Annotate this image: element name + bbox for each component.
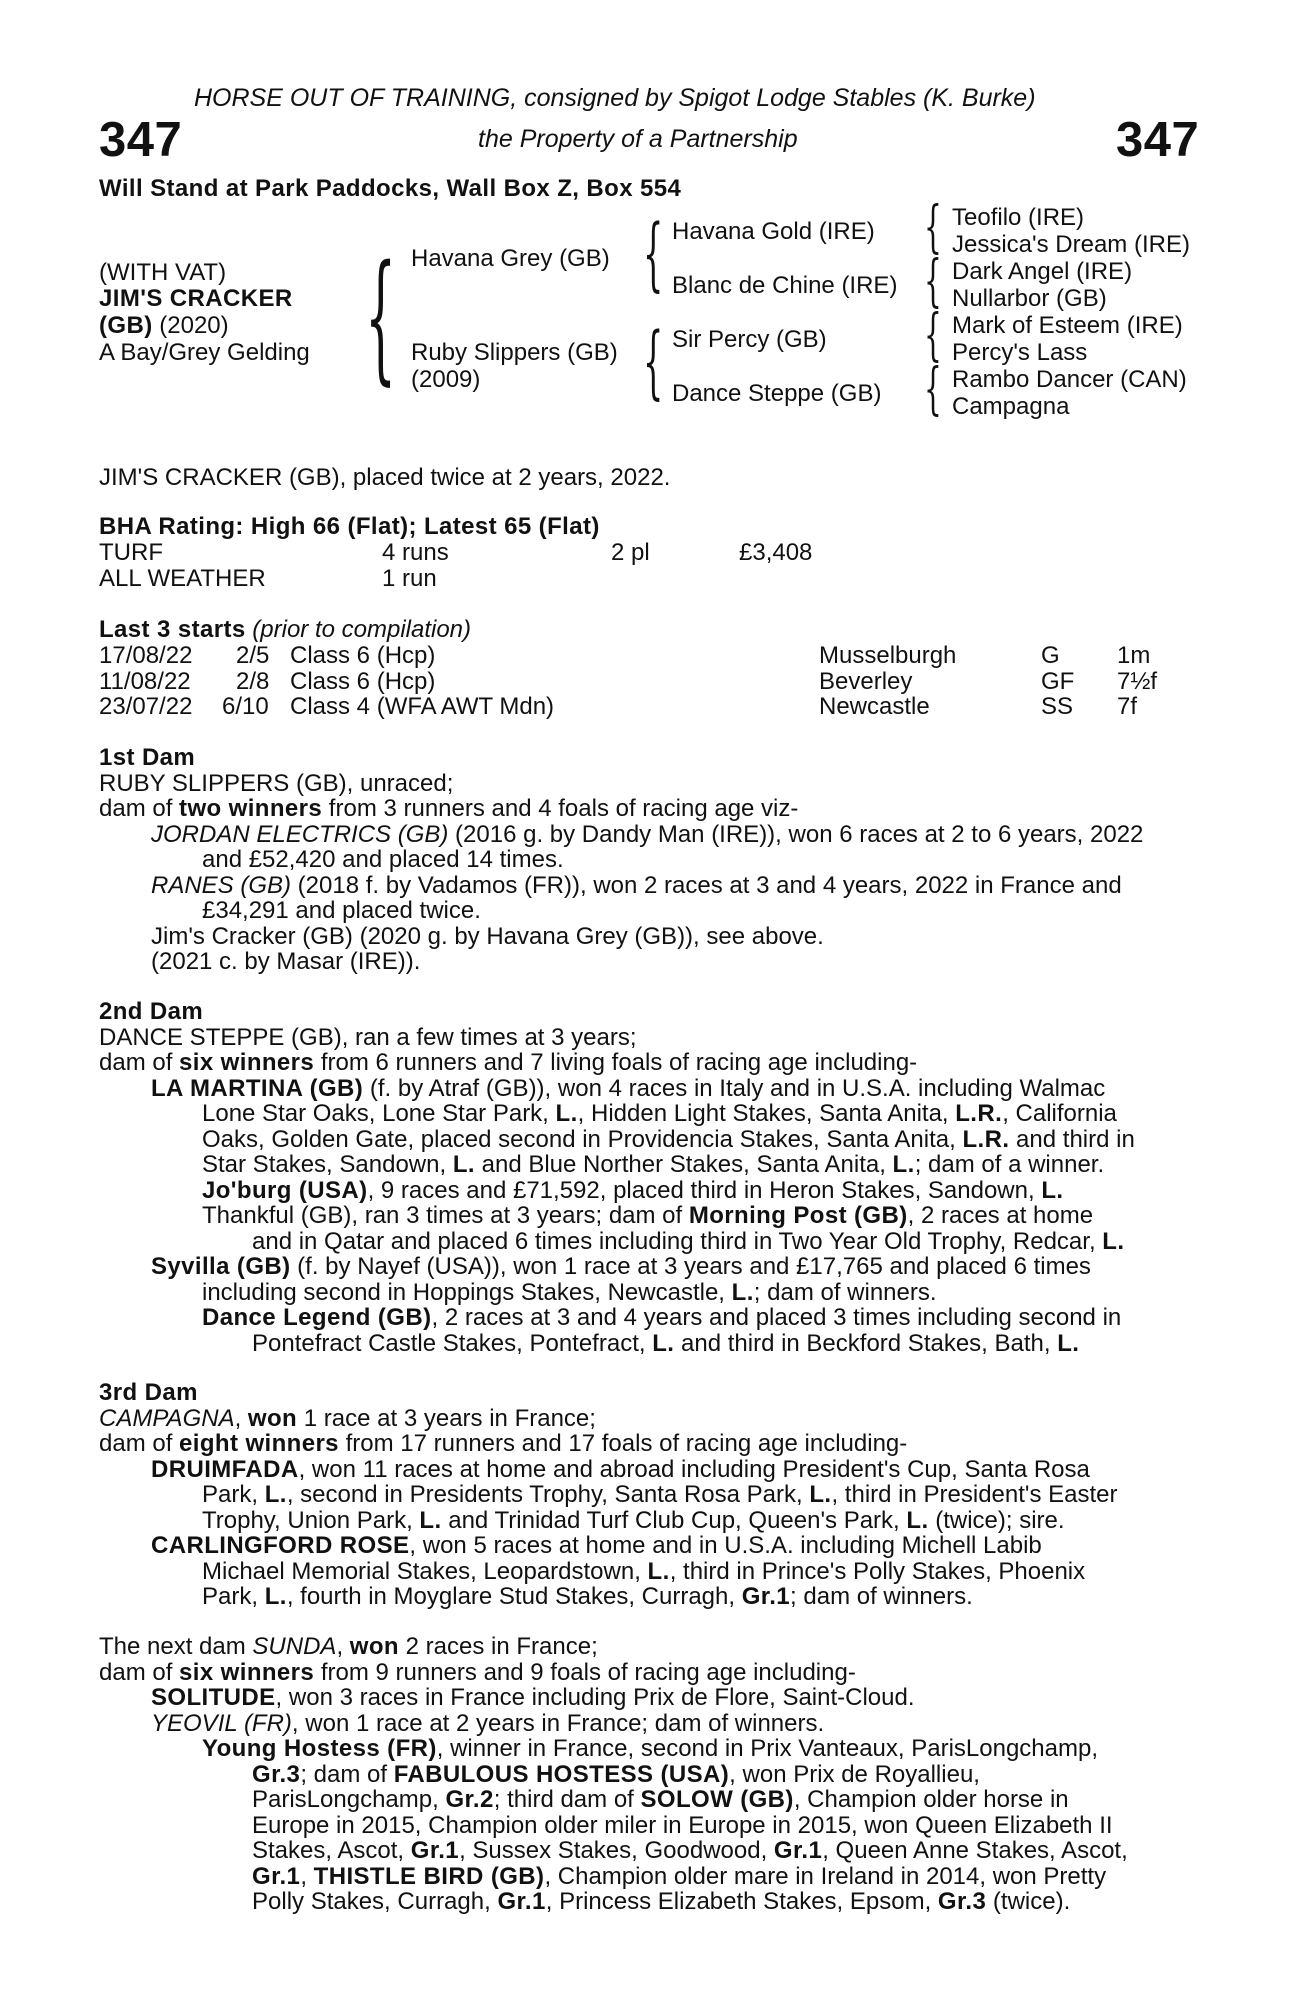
produce-name: CARLINGFORD ROSE	[151, 1532, 410, 1559]
property-line: the Property of a Partnership	[478, 125, 798, 153]
text: and third in Beckford Stakes, Bath,	[674, 1329, 1058, 1357]
winners-count: six winners	[179, 1658, 315, 1686]
winners-count: two winners	[179, 795, 323, 822]
text: Stakes, Ascot,	[252, 1837, 411, 1864]
produce-entry	[99, 1457, 1205, 1483]
text: , won 1 race at 2 years in France; dam of winners.	[291, 1709, 825, 1737]
rating-runs: 1 run	[382, 564, 437, 592]
pedigree-bracket-g1: {	[924, 195, 942, 260]
text: Park,	[202, 1481, 265, 1508]
start-going: G	[1041, 642, 1060, 669]
produce-entry: (2021 c. by Masar (IRE)).	[151, 948, 421, 975]
dam-line	[99, 1406, 1205, 1432]
produce-continuation	[99, 1482, 1205, 1508]
start-distance: 7f	[1117, 693, 1138, 720]
grade: L.	[647, 1557, 670, 1585]
rating-table	[99, 540, 899, 591]
first-dam-section	[99, 745, 1205, 975]
rating-prize: £3,408	[739, 539, 813, 566]
grade: L.	[1057, 1329, 1080, 1357]
grade: L.	[652, 1329, 675, 1357]
grade: L.	[1102, 1227, 1125, 1255]
produce-continuation	[99, 1559, 1205, 1585]
text: and Blue Norther Stakes, Santa Anita,	[474, 1151, 893, 1178]
start-row	[99, 669, 1199, 695]
text: 2 races in France;	[398, 1633, 598, 1660]
text: ; dam of a winner.	[914, 1151, 1105, 1178]
grade: L.	[264, 1481, 287, 1508]
produce-entry	[99, 1254, 1205, 1280]
text: Polly Stakes, Curragh,	[252, 1888, 498, 1915]
produce-name: SOLOW (GB)	[640, 1786, 794, 1813]
produce-name: YEOVIL (FR)	[151, 1709, 292, 1737]
start-course: Newcastle	[819, 693, 930, 720]
produce-continuation	[99, 1101, 1205, 1127]
pedigree-bracket-g4: {	[924, 357, 942, 422]
text: ; third dam of	[493, 1786, 641, 1813]
text: Park,	[202, 1583, 265, 1610]
horse-description: A Bay/Grey Gelding	[99, 339, 310, 366]
grade: L.	[906, 1506, 929, 1534]
grade: L.	[264, 1583, 287, 1610]
dam-name: SUNDA	[252, 1633, 337, 1660]
grade: Gr.3	[252, 1760, 301, 1788]
pedigree-bracket-g2: {	[924, 249, 942, 314]
pedigree-bracket-g3: {	[924, 303, 942, 368]
produce-continuation	[99, 1787, 1205, 1813]
pedigree-bracket-sire: {	[643, 207, 664, 300]
text: Michael Memorial Stakes, Leopardstown,	[202, 1557, 648, 1585]
text: , Champion older mare in Ireland in 2014, won Pretty	[544, 1862, 1107, 1890]
text: from 3 runners and 4 foals of racing age viz-	[322, 795, 799, 822]
consignment-line: HORSE OUT OF TRAINING, consigned by Spigot Lodge Stables (K. Burke)	[194, 84, 1036, 112]
text: Oaks, Golden Gate, placed second in Providencia Stakes, Santa Anita,	[202, 1125, 963, 1153]
dam-line: DANCE STEPPE (GB), ran a few times at 3 years;	[99, 1023, 637, 1051]
grade: Gr.1	[741, 1583, 791, 1610]
pedigree-bracket-dam: {	[643, 315, 664, 408]
rating-row	[99, 540, 899, 566]
text: (2016 g. by Dandy Man (IRE)), won 6 races at 2 to 6 years, 2022	[448, 820, 1144, 848]
text: , 2 races at home	[907, 1202, 1094, 1229]
produce-name: THISTLE BIRD (GB)	[313, 1862, 545, 1890]
text: (2018 f. by Vadamos (FR)), won 2 races at 3 and 4 years, 2022 in France and	[291, 871, 1122, 899]
lot-number-left: 347	[99, 113, 183, 167]
horse-origin: (GB)	[99, 312, 153, 339]
dam-produce-line	[99, 1660, 1205, 1686]
start-race: Class 6 (Hcp)	[290, 642, 436, 669]
produce-name: Jo'burg (USA)	[202, 1176, 368, 1204]
dam-dam: Dance Steppe (GB)	[672, 380, 882, 407]
text: from 6 runners and 7 living foals of racing age including-	[314, 1049, 918, 1076]
lot-number-right: 347	[1116, 113, 1200, 167]
produce-name: FABULOUS HOSTESS (USA)	[393, 1760, 730, 1788]
grade: L.R.	[955, 1100, 1003, 1127]
dam-produce-line	[99, 1050, 1205, 1076]
grandsire-4: Rambo Dancer (CAN)	[952, 366, 1187, 393]
text: from 9 runners and 9 foals of racing age including-	[314, 1658, 856, 1686]
start-position: 2/8	[236, 667, 270, 695]
produce-continuation	[99, 1864, 1205, 1890]
text: (twice); sire.	[928, 1506, 1065, 1534]
start-position: 6/10	[222, 693, 269, 720]
text: , Princess Elizabeth Stakes, Epsom,	[545, 1888, 938, 1915]
start-race: Class 4 (WFA AWT Mdn)	[290, 693, 555, 720]
last-starts-note: (prior to compilation)	[252, 616, 472, 643]
granddam-2: Nullarbor (GB)	[952, 285, 1107, 312]
text: , winner in France, second in Prix Vanteaux, ParisLongchamp,	[436, 1735, 1098, 1762]
produce-continuation	[99, 1280, 1205, 1306]
start-position: 2/5	[236, 642, 270, 669]
text: ParisLongchamp,	[252, 1786, 446, 1813]
text: Pontefract Castle Stakes, Pontefract,	[252, 1329, 653, 1357]
dam-sire: Sir Percy (GB)	[672, 326, 827, 353]
produce-continuation: and £52,420 and placed 14 times.	[202, 846, 564, 873]
text: ; dam of winners.	[790, 1583, 973, 1610]
start-race: Class 6 (Hcp)	[290, 667, 436, 695]
produce-continuation	[99, 1762, 1205, 1788]
won-label: won	[247, 1404, 298, 1432]
text: and Trinidad Turf Club Cup, Queen's Park,	[441, 1506, 907, 1534]
rating-surface: TURF	[99, 539, 163, 566]
produce-name: LA MARTINA (GB)	[151, 1074, 364, 1102]
start-distance: 1m	[1117, 642, 1151, 669]
text: Star Stakes, Sandown,	[202, 1151, 453, 1178]
grandproduce-entry	[99, 1203, 1205, 1229]
horse-year: (2020)	[152, 312, 229, 339]
bha-rating-heading: BHA Rating: High 66 (Flat); Latest 65 (Flat)	[99, 513, 600, 540]
text: , Queen Anne Stakes, Ascot,	[822, 1837, 1128, 1864]
start-row	[99, 643, 1199, 669]
winners-count: six winners	[179, 1049, 315, 1076]
text: , 9 races and £71,592, placed third in Heron Stakes, Sandown,	[367, 1176, 1042, 1204]
text: Trophy, Union Park,	[202, 1506, 420, 1534]
text: 1 race at 3 years in France;	[297, 1404, 596, 1432]
start-date: 17/08/22	[99, 642, 193, 669]
text: and third in	[1009, 1125, 1135, 1153]
granddam-4: Campagna	[952, 393, 1070, 420]
text: , third in President's Easter	[831, 1481, 1118, 1508]
grade: L.	[892, 1151, 915, 1178]
text: , third in Prince's Polly Stakes, Phoenix	[669, 1557, 1086, 1585]
grandproduce-entry	[99, 1178, 1205, 1204]
dam-line: RUBY SLIPPERS (GB), unraced;	[99, 769, 454, 797]
text: The next dam	[99, 1633, 253, 1660]
grade: L.	[809, 1481, 832, 1508]
horse-name: JIM'S CRACKER	[99, 285, 293, 312]
race-summary: JIM'S CRACKER (GB), placed twice at 2 years, 2022.	[99, 464, 671, 491]
grandsire-1: Teofilo (IRE)	[952, 204, 1085, 231]
produce-entry	[99, 1533, 1205, 1559]
stand-location: Will Stand at Park Paddocks, Wall Box Z, Box 554	[99, 175, 682, 202]
text: Lone Star Oaks, Lone Star Park,	[202, 1100, 556, 1127]
text: , Sussex Stakes, Goodwood,	[459, 1837, 774, 1864]
text: , 2 races at 3 and 4 years and placed 3 times including second in	[431, 1304, 1122, 1331]
produce-name: Young Hostess (FR)	[202, 1735, 437, 1762]
text: , California	[1002, 1100, 1117, 1127]
dam-line	[99, 1634, 1205, 1660]
produce-entry	[99, 1711, 1205, 1737]
produce-name: SOLITUDE	[151, 1684, 276, 1711]
produce-continuation	[99, 1508, 1205, 1534]
grade: Gr.1	[773, 1837, 823, 1864]
grandproduce-entry	[99, 1305, 1205, 1331]
text: , Champion older horse in	[793, 1786, 1069, 1813]
text: Thankful (GB), ran 3 times at 3 years; dam of	[202, 1202, 689, 1229]
text: , won Prix de Royallieu,	[729, 1760, 980, 1788]
text: ; dam of	[300, 1760, 394, 1788]
dam-name: CAMPAGNA	[99, 1404, 235, 1432]
text: , fourth in Moyglare Stud Stakes, Curragh,	[286, 1583, 742, 1610]
start-going: GF	[1041, 667, 1075, 695]
start-row	[99, 694, 1199, 720]
text: , won 11 races at home and abroad including President's Cup, Santa Rosa	[298, 1455, 1090, 1483]
produce-name: JORDAN ELECTRICS (GB)	[151, 820, 449, 848]
produce-continuation	[99, 1152, 1205, 1178]
grade: L.	[419, 1506, 442, 1534]
produce-name: Morning Post (GB)	[688, 1202, 908, 1229]
produce-continuation	[99, 1584, 1205, 1610]
text: dam of	[99, 1430, 180, 1457]
grade: Gr.2	[445, 1786, 494, 1813]
text: from 17 runners and 17 foals of racing age including-	[338, 1430, 908, 1457]
dam-name: Ruby Slippers (GB)	[411, 339, 618, 366]
grade: Gr.1	[410, 1837, 460, 1864]
start-course: Musselburgh	[819, 642, 957, 669]
text: , won 5 races at home and in U.S.A. including Michell Labib	[409, 1532, 1042, 1559]
third-dam-section	[99, 1380, 1205, 1610]
dam-year: (2009)	[411, 366, 481, 393]
start-course: Beverley	[819, 667, 913, 695]
start-date: 11/08/22	[99, 667, 191, 695]
grade: L.	[731, 1278, 754, 1306]
text: ,	[336, 1633, 350, 1660]
winners-count: eight winners	[179, 1430, 339, 1457]
produce-continuation	[99, 1127, 1205, 1153]
rating-row	[99, 566, 899, 592]
text: ; dam of winners.	[753, 1278, 937, 1306]
text: , won 3 races in France including Prix de Flore, Saint-Cloud.	[275, 1684, 915, 1711]
pedigree-bracket-main: {	[365, 236, 397, 399]
text: (twice).	[986, 1888, 1071, 1915]
text: dam of	[99, 1049, 180, 1076]
sire-name: Havana Grey (GB)	[411, 245, 610, 272]
produce-name: Dance Legend (GB)	[202, 1304, 432, 1331]
text: (f. by Atraf (GB)), won 4 races in Italy and in U.S.A. including Walmac	[363, 1074, 1106, 1102]
horse-origin-year	[99, 313, 229, 339]
produce-entry: Jim's Cracker (GB) (2020 g. by Havana Grey (GB)), see above.	[151, 922, 824, 950]
next-dam-section	[99, 1634, 1205, 1915]
text: dam of	[99, 795, 180, 822]
vat-label: (WITH VAT)	[99, 259, 227, 286]
produce-continuation	[99, 1838, 1205, 1864]
rating-placed: 2 pl	[611, 539, 650, 566]
rating-runs: 4 runs	[382, 539, 449, 566]
start-going: SS	[1041, 693, 1074, 720]
grade: Gr.1	[252, 1862, 301, 1890]
produce-name: DRUIMFADA	[151, 1455, 299, 1483]
section-heading: 1st Dam	[99, 744, 196, 771]
sire-dam: Blanc de Chine (IRE)	[672, 272, 898, 299]
grade: L.	[1041, 1176, 1064, 1204]
section-heading: 3rd Dam	[99, 1379, 198, 1406]
dam-produce-line	[99, 1431, 1205, 1457]
produce-entry	[99, 822, 1205, 848]
rating-surface: ALL WEATHER	[99, 564, 266, 592]
text: , second in Presidents Trophy, Santa Rosa Park,	[286, 1481, 810, 1508]
produce-continuation	[99, 1331, 1205, 1357]
text: dam of	[99, 1658, 180, 1686]
grade: L.R.	[962, 1125, 1010, 1153]
text: ,	[300, 1862, 314, 1890]
grade: Gr.3	[937, 1888, 987, 1915]
text: , Hidden Light Stakes, Santa Anita,	[577, 1100, 956, 1127]
start-distance: 7½f	[1117, 667, 1158, 695]
last-starts-heading	[99, 617, 471, 643]
last-starts-title: Last 3 starts	[99, 616, 246, 643]
text: and in Qatar and placed 6 times including third in Two Year Old Trophy, Redcar,	[252, 1227, 1103, 1255]
start-date: 23/07/22	[99, 693, 193, 720]
grade: L.	[555, 1100, 578, 1127]
granddam-1: Jessica's Dream (IRE)	[952, 231, 1190, 258]
grandsire-2: Dark Angel (IRE)	[952, 258, 1133, 285]
second-dam-section	[99, 999, 1205, 1356]
text: (f. by Nayef (USA)), won 1 race at 3 years and £17,765 and placed 6 times	[290, 1253, 1091, 1280]
grade: L.	[452, 1151, 475, 1178]
grandproduce-entry	[99, 1736, 1205, 1762]
sire-sire: Havana Gold (IRE)	[672, 218, 875, 245]
produce-name: RANES (GB)	[151, 871, 292, 899]
produce-continuation	[99, 1889, 1205, 1915]
grade: Gr.1	[497, 1888, 546, 1915]
produce-name: Syvilla (GB)	[151, 1253, 291, 1280]
dam-produce-line	[99, 796, 1205, 822]
grandsire-3: Mark of Esteem (IRE)	[952, 312, 1183, 339]
section-heading: 2nd Dam	[99, 998, 204, 1025]
won-label: won	[349, 1633, 399, 1660]
produce-continuation: £34,291 and placed twice.	[202, 897, 481, 924]
produce-continuation: Europe in 2015, Champion older miler in Europe in 2015, won Queen Elizabeth II	[252, 1811, 1113, 1839]
starts-table	[99, 643, 1199, 720]
produce-entry	[99, 873, 1205, 899]
produce-entry	[99, 1685, 1205, 1711]
produce-entry	[99, 1076, 1205, 1102]
text: ,	[234, 1404, 248, 1432]
text: including second in Hoppings Stakes, Newcastle,	[202, 1278, 732, 1306]
granddam-3: Percy's Lass	[952, 339, 1088, 366]
produce-continuation	[99, 1229, 1205, 1255]
